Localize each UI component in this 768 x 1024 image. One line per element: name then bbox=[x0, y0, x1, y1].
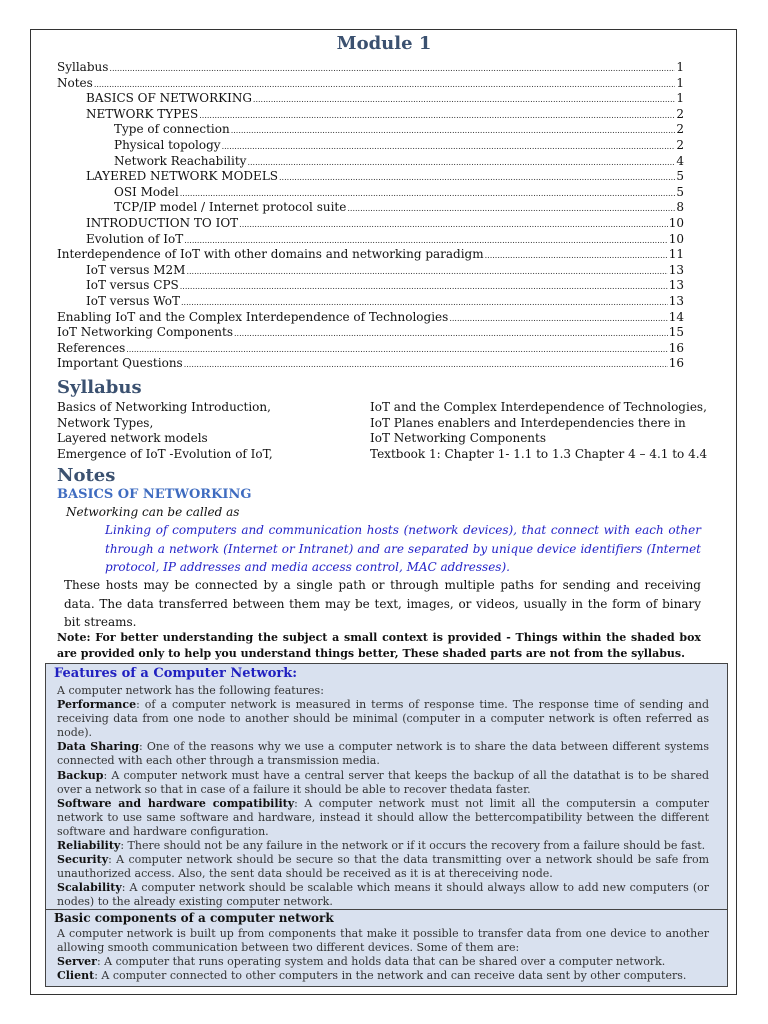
toc-entry[interactable] bbox=[57, 200, 684, 216]
toc-entry[interactable] bbox=[57, 263, 684, 279]
toc-entry-page: 5 bbox=[676, 184, 684, 199]
components-intro: A computer network is built up from components that make it possible to transfer data from one device to another allowing smooth communication between two different devices. Some of them are: bbox=[57, 927, 709, 955]
toc-entry-page: 11 bbox=[668, 247, 684, 262]
table-of-contents bbox=[57, 60, 684, 372]
toc-leader-dots bbox=[199, 108, 675, 124]
toc-entry-label: LAYERED NETWORK MODELS bbox=[86, 169, 279, 184]
toc-leader-dots bbox=[184, 233, 668, 249]
toc-entry-page: 2 bbox=[676, 122, 684, 137]
components-box-body bbox=[57, 927, 709, 983]
toc-entry[interactable] bbox=[57, 169, 684, 185]
list-item bbox=[57, 881, 709, 909]
networking-intro: Networking can be called as bbox=[66, 505, 240, 519]
syllabus-line: Layered network models bbox=[57, 431, 208, 446]
list-item-term: Performance bbox=[57, 698, 137, 712]
list-item-term: Scalability bbox=[57, 881, 122, 895]
features-list bbox=[57, 698, 709, 909]
toc-leader-dots bbox=[181, 295, 668, 311]
toc-entry-label: IoT versus M2M bbox=[86, 262, 186, 277]
toc-entry[interactable] bbox=[57, 341, 684, 357]
list-item bbox=[57, 698, 709, 740]
toc-entry-page: 4 bbox=[676, 153, 684, 168]
toc-entry-label: Notes bbox=[57, 75, 93, 90]
list-item bbox=[57, 839, 709, 853]
toc-entry-label: Type of connection bbox=[114, 122, 230, 137]
syllabus-line: Network Types, bbox=[57, 415, 154, 430]
components-shaded-box bbox=[45, 909, 728, 987]
toc-entry-label: NETWORK TYPES bbox=[86, 106, 199, 121]
toc-entry[interactable] bbox=[57, 247, 684, 263]
toc-leader-dots bbox=[94, 77, 676, 93]
toc-entry[interactable] bbox=[57, 122, 684, 138]
syllabus-right-column bbox=[370, 400, 710, 462]
toc-entry-label: Syllabus bbox=[57, 60, 109, 74]
toc-entry-page: 16 bbox=[668, 356, 684, 371]
list-item-text: : One of the reasons why we use a computer network is to share the data between different systems connected with each other through a transmission media. bbox=[57, 740, 710, 768]
list-item-text: : A computer network must not limit all the computersin a computer network to use same software and hardware, instead it should allow the bettercompatibility between the different software and hardware configuration. bbox=[57, 796, 710, 838]
toc-entry-label: Important Questions bbox=[57, 356, 183, 371]
toc-leader-dots bbox=[231, 123, 676, 139]
toc-entry-label: Physical topology bbox=[114, 137, 221, 152]
features-intro: A computer network has the following features: bbox=[57, 684, 324, 697]
list-item-text: : There should not be any failure in the network or if it occurs the recovery from a failure should be fast. bbox=[120, 839, 706, 853]
toc-leader-dots bbox=[126, 342, 667, 358]
list-item-term: Server bbox=[57, 955, 97, 969]
toc-leader-dots bbox=[449, 311, 667, 327]
toc-entry-page: 2 bbox=[676, 106, 684, 121]
list-item-text: : A computer network should be secure so that the data transmitting over a network should be safe from unauthorized access. Also, the sent data should be received as it is at thereceiving node. bbox=[57, 853, 709, 881]
components-list bbox=[57, 955, 709, 983]
page-title: Module 1 bbox=[336, 33, 432, 54]
toc-leader-dots bbox=[180, 279, 668, 295]
list-item bbox=[57, 853, 709, 881]
components-box-title: Basic components of a computer network bbox=[54, 911, 334, 925]
toc-entry-label: Enabling IoT and the Complex Interdependence of Technologies bbox=[57, 309, 449, 324]
toc-entry-page: 5 bbox=[676, 169, 684, 184]
toc-entry-label: Evolution of IoT bbox=[86, 231, 184, 246]
toc-entry[interactable] bbox=[57, 76, 684, 92]
list-item-term: Data Sharing bbox=[57, 740, 140, 754]
toc-entry[interactable] bbox=[57, 216, 684, 232]
toc-entry[interactable] bbox=[57, 294, 684, 310]
toc-leader-dots bbox=[180, 186, 676, 202]
list-item bbox=[57, 797, 709, 839]
toc-entry-label: IoT versus CPS bbox=[86, 278, 179, 293]
toc-entry-page: 13 bbox=[668, 262, 684, 277]
syllabus-line: Emergence of IoT -Evolution of IoT, bbox=[57, 446, 273, 461]
list-item-term: Backup bbox=[57, 768, 104, 782]
toc-entry[interactable] bbox=[57, 91, 684, 107]
list-item-text: : A computer that runs operating system and holds data that can be shared over a computer network. bbox=[96, 955, 666, 969]
list-item bbox=[57, 769, 709, 797]
toc-entry-label: IoT versus WoT bbox=[86, 293, 181, 308]
toc-entry-page: 2 bbox=[676, 137, 684, 152]
toc-entry-page: 1 bbox=[676, 91, 684, 106]
shaded-box-note: Note: For better understanding the subject a small context is provided - Things within the shaded box are provided only to help you understand things better, These shaded parts are not from the syllabus. bbox=[57, 631, 701, 660]
syllabus-line: IoT Planes enablers and Interdependencies there in bbox=[370, 415, 686, 430]
toc-entry[interactable] bbox=[57, 185, 684, 201]
toc-entry-label: OSI Model bbox=[114, 184, 179, 199]
syllabus-heading: Syllabus bbox=[57, 377, 142, 398]
toc-entry[interactable] bbox=[57, 232, 684, 248]
toc-leader-dots bbox=[186, 264, 667, 280]
syllabus-line: IoT and the Complex Interdependence of Technologies, bbox=[370, 400, 707, 414]
toc-entry-label: BASICS OF NETWORKING bbox=[86, 91, 252, 106]
toc-entry-page: 13 bbox=[668, 278, 684, 293]
toc-entry-label: INTRODUCTION TO IOT bbox=[86, 215, 239, 230]
syllabus-line: Textbook 1: Chapter 1- 1.1 to 1.3 Chapter 4 – 4.1 to 4.4 bbox=[370, 446, 708, 461]
syllabus-left-column bbox=[57, 400, 357, 462]
toc-leader-dots bbox=[485, 248, 668, 264]
list-item-term: Security bbox=[57, 853, 109, 867]
toc-entry[interactable] bbox=[57, 60, 684, 76]
toc-entry[interactable] bbox=[57, 278, 684, 294]
toc-entry-label: Network Reachability bbox=[114, 153, 247, 168]
toc-leader-dots bbox=[222, 139, 676, 155]
list-item-text: : A computer connected to other computers in the network and can receive data sent by other computers. bbox=[94, 969, 687, 983]
list-item-term: Reliability bbox=[57, 839, 121, 853]
features-box-title: Features of a Computer Network: bbox=[54, 666, 298, 681]
syllabus-line: IoT Networking Components bbox=[370, 431, 547, 446]
list-item-text: : of a computer network is measured in terms of response time. The response time of sending and receiving data from one node to another should be minimal (computer in a computer network is often referred as node). bbox=[57, 698, 709, 740]
toc-entry-page: 1 bbox=[676, 60, 684, 74]
features-box-body bbox=[57, 684, 709, 910]
toc-entry-label: Interdependence of IoT with other domains and networking paradigm bbox=[57, 247, 484, 262]
toc-leader-dots bbox=[347, 201, 675, 217]
list-item-term: Client bbox=[57, 969, 95, 983]
toc-entry[interactable] bbox=[57, 154, 684, 170]
notes-heading: Notes bbox=[57, 465, 116, 486]
toc-entry[interactable] bbox=[57, 325, 684, 341]
toc-entry-label: TCP/IP model / Internet protocol suite bbox=[114, 200, 347, 215]
hosts-paragraph: These hosts may be connected by a single path or through multiple paths for sending and receiving data. The data transferred between them may be text, images, or videos, usually in the form of binary bit streams. bbox=[64, 578, 701, 629]
networking-definition: Linking of computers and communication hosts (network devices), that connect with each other through a network (Internet or Intranet) and are separated by unique device identifiers (Internet protocol, IP addresses and media access control, MAC addresses). bbox=[105, 523, 701, 574]
syllabus-line: Basics of Networking Introduction, bbox=[57, 400, 271, 414]
toc-entry-page: 14 bbox=[668, 309, 684, 324]
basics-of-networking-heading: BASICS OF NETWORKING bbox=[57, 487, 252, 502]
list-item bbox=[57, 955, 709, 969]
list-item-text: : A computer network should be scalable which means it should always allow to add new computers (or nodes) to the already existing computer network. bbox=[57, 881, 709, 909]
toc-entry-page: 10 bbox=[668, 231, 684, 246]
toc-leader-dots bbox=[234, 326, 668, 342]
toc-leader-dots bbox=[247, 155, 675, 171]
list-item-term: Software and hardware compatibility bbox=[57, 796, 295, 810]
toc-entry[interactable] bbox=[57, 356, 684, 372]
toc-entry-label: IoT Networking Components bbox=[57, 325, 234, 340]
toc-leader-dots bbox=[253, 92, 675, 108]
toc-entry-page: 15 bbox=[668, 325, 684, 340]
toc-entry-page: 1 bbox=[676, 75, 684, 90]
toc-leader-dots bbox=[239, 217, 668, 233]
list-item bbox=[57, 969, 709, 983]
toc-entry-page: 8 bbox=[676, 200, 684, 215]
features-shaded-box bbox=[45, 663, 728, 911]
toc-entry-page: 16 bbox=[668, 340, 684, 355]
toc-entry-page: 13 bbox=[668, 293, 684, 308]
toc-leader-dots bbox=[279, 170, 675, 186]
toc-leader-dots bbox=[184, 357, 668, 373]
toc-entry[interactable] bbox=[57, 138, 684, 154]
toc-entry-label: References bbox=[57, 340, 126, 355]
toc-entry-page: 10 bbox=[668, 215, 684, 230]
list-item bbox=[57, 740, 709, 768]
toc-entry[interactable] bbox=[57, 107, 684, 123]
toc-entry[interactable] bbox=[57, 310, 684, 326]
toc-leader-dots bbox=[109, 61, 675, 77]
list-item-text: : A computer network must have a central server that keeps the backup of all the datathat is to be shared over a network so that in case of a failure it should be able to recover thedata faster. bbox=[57, 768, 709, 796]
